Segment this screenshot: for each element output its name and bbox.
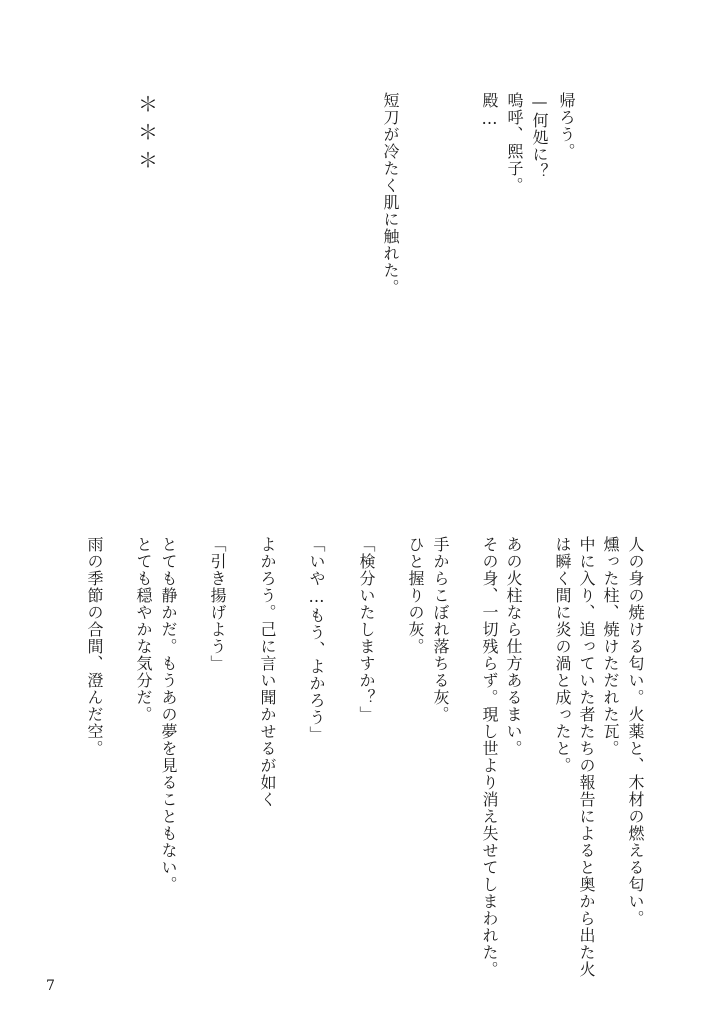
text-line: その身、一切残らず。現し世より消え失せてしまわれた。: [480, 536, 499, 978]
text-line: 中に入り、追っていた者たちの報告によると奥から出た火: [577, 536, 596, 978]
text-line: 「検分いたしますか？」: [357, 536, 376, 723]
text-line: 「引き揚げよう」: [208, 536, 227, 672]
text-line: 短刀が冷たく肌に触れた。: [381, 92, 400, 296]
text-line: 手からこぼれ落ちる灰。: [431, 536, 450, 723]
text-line: とても穏やかな気分だ。: [134, 536, 153, 723]
text-line: 嗚呼、熙子。: [505, 92, 524, 194]
text-line: あの火柱なら仕方あるまい。: [504, 536, 523, 757]
text-line: —何処に？: [530, 92, 549, 180]
text-line: 「いや…もう、よかろう」: [307, 536, 326, 743]
text-line: 殿…: [480, 92, 499, 129]
text-line: 帰ろう。: [557, 92, 576, 160]
separator-star: ＊: [138, 92, 158, 116]
text-line: ひと握りの灰。: [406, 536, 425, 655]
separator-star: ＊: [138, 120, 158, 144]
page-number: 7: [46, 978, 55, 994]
text-line: 人の身の焼ける匂い。火薬と、木材の燃える匂い。: [626, 536, 645, 927]
text-line: 雨の季節の合間、澄んだ空。: [85, 536, 104, 757]
scene-separator: [138, 90, 158, 174]
text-line: 燻った柱、焼けただれた瓦。: [601, 536, 620, 757]
text-line: は瞬く間に炎の渦と成ったと。: [553, 536, 572, 774]
text-line: とても静かだ。もうあの夢を見ることもない。: [159, 536, 178, 893]
text-line: よかろう。己に言い聞かせるが如く: [258, 536, 277, 808]
separator-star: ＊: [138, 148, 158, 172]
